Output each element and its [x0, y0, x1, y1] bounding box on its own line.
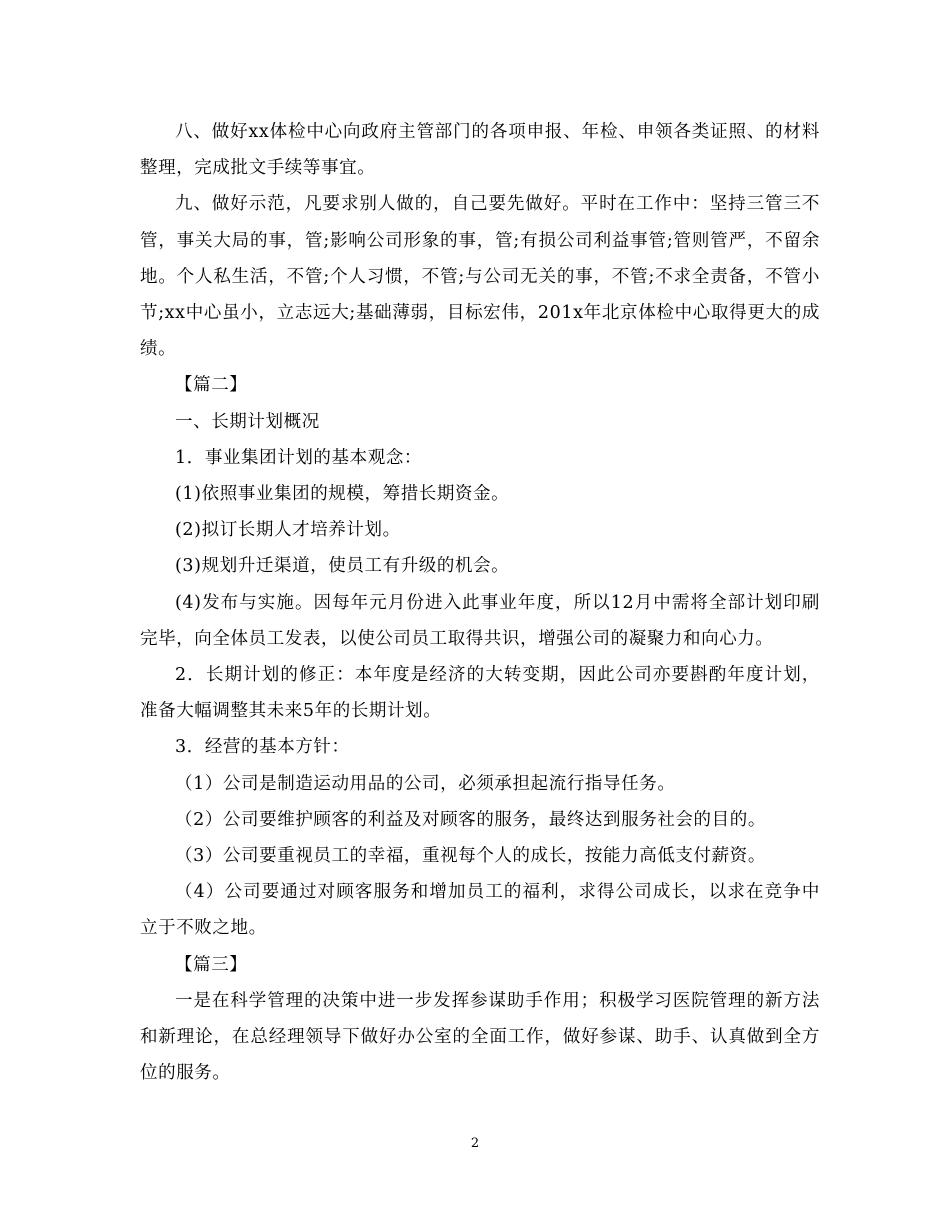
list-item-1: 1．事业集团计划的基本观念： [175, 447, 423, 468]
page-number: 2 [470, 1136, 480, 1151]
list-subitem-2: (2)拟订长期人才培养计划。 [175, 520, 401, 541]
paragraph-management: 一是在科学管理的决策中进一步发挥参谋助手作用；积极学习医院管理的新方法和新理论，在总经理领导下做好办公室的全面工作，做好参谋、助手、认真做到全方位的服务。 [140, 990, 820, 1084]
policy-item-1: （1）公司是制造运动用品的公司，必须承担起流行指导任务。 [175, 773, 676, 794]
policy-item-3: （3）公司要重视员工的幸福，重视每个人的成长，按能力高低支付薪资。 [175, 846, 766, 867]
list-subitem-3: (3)规划升迁渠道，使员工有升级的机会。 [175, 556, 510, 577]
section-heading-part-3: 【篇三】 [175, 954, 248, 975]
policy-item-2: （2）公司要维护顾客的利益及对顾客的服务，最终达到服务社会的目的。 [175, 809, 766, 830]
paragraph-item-9: 九、做好示范，凡要求别人做的，自己要先做好。平时在工作中：坚持三管三不管，事关大局的事，管;影响公司形象的事，管;有损公司利益事管;管则管严，不留余地。个人私生活，不管;个人习惯，不管;与公司无关的事，不管;不求全责备，不管小节;xx中心虽小，立志远大;基础薄弱，目标宏伟，201x年北京体检中心取得更大的成绩。 [140, 194, 820, 360]
list-subitem-4: (4)发布与实施。因每年元月份进入此事业年度，所以12月中需将全部计划印刷完毕，向全体员工发表，以使公司员工取得共识，增强公司的凝聚力和向心力。 [140, 592, 820, 649]
policy-item-4: （4）公司要通过对顾客服务和增加员工的福利，求得公司成长，以求在竞争中立于不败之地。 [140, 882, 820, 939]
list-subitem-1: (1)依照事业集团的规模，筹措长期资金。 [175, 484, 510, 505]
document-body [140, 114, 820, 1091]
paragraph-item-8: 八、做好xx体检中心向政府主管部门的各项申报、年检、申领各类证照、的材料整理，完成批文手续等事宜。 [140, 122, 820, 179]
list-item-2: 2．长期计划的修正：本年度是经济的大转变期，因此公司亦要斟酌年度计划，准备大幅调整其未来5年的长期计划。 [140, 665, 820, 722]
list-item-3: 3．经营的基本方针： [175, 737, 350, 758]
section-heading-part-2: 【篇二】 [175, 375, 248, 396]
subheading-long-term-plan: 一、长期计划概况 [175, 411, 320, 432]
